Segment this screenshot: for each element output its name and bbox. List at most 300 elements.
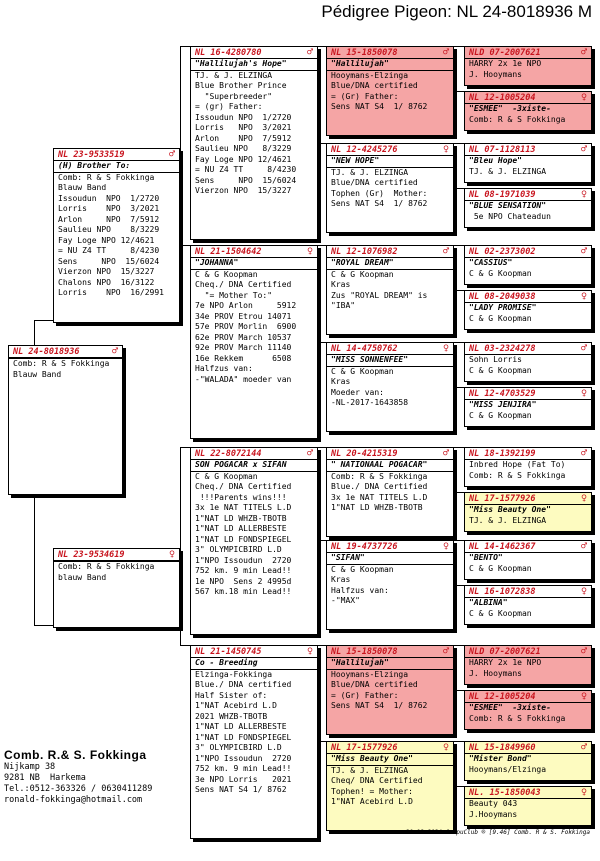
pigeon-card-fffm — [464, 91, 592, 131]
pigeon-detail-line: C & G Koopman — [191, 471, 317, 483]
pigeon-name: "NEW HOPE" — [327, 155, 453, 167]
tree-connector-line — [454, 91, 464, 92]
card-header — [465, 92, 591, 103]
pigeon-detail-line: -NL-2017-1643858 — [331, 398, 409, 407]
male-symbol-icon: ♂ — [580, 143, 587, 155]
pigeon-detail-line: 3" OLYMPICBIRD L.D — [195, 545, 282, 554]
pigeon-detail-line: 1"NAT LD WHZB-TBOTB — [195, 513, 287, 523]
card-header — [191, 47, 317, 58]
pigeon-detail-line: Fay Loge NPO 12/4621 — [195, 154, 292, 164]
tree-connector-line — [180, 46, 190, 47]
pigeon-detail-line: Sens NAT S4 1/ 8762 — [331, 199, 428, 208]
female-symbol-icon: ♀ — [580, 786, 587, 798]
ring-number: NL 12-4245276 — [331, 144, 398, 155]
pigeon-card-mfm — [326, 540, 454, 630]
ring-number: NL 18-1392199 — [469, 448, 536, 459]
tree-connector-line — [34, 320, 35, 345]
breeder-address2: 9281 NB Harkema — [4, 773, 86, 783]
card-header — [191, 646, 317, 657]
card-header — [465, 541, 591, 552]
tree-connector-line — [454, 290, 464, 291]
pigeon-detail-line: Blue/DNA certified — [331, 680, 418, 689]
pigeon-card-mf — [190, 447, 318, 635]
pigeon-detail-line: C & G Koopman — [469, 268, 532, 278]
male-symbol-icon: ♂ — [580, 245, 587, 257]
pigeon-detail-line: C & G Koopman — [469, 313, 532, 323]
card-header — [465, 343, 591, 354]
pigeon-name: "Miss Beauty One" — [465, 504, 591, 516]
ring-number: NL 14-1462367 — [469, 541, 536, 552]
pigeon-detail-line: Moeder van: — [331, 387, 384, 397]
pigeon-detail-line: Issoudun NPO 1/2720 — [195, 112, 292, 122]
pigeon-name: "Bleu Hope" — [465, 155, 591, 167]
pigeon-card-mff — [326, 447, 454, 537]
male-symbol-icon: ♂ — [580, 645, 587, 657]
pigeon-name: "ALBINA" — [465, 597, 591, 609]
pigeon-name: "MISS JENJIRA" — [465, 399, 591, 411]
pigeon-detail-line: C & G Koopman — [327, 366, 453, 378]
pigeon-detail-line: Elzinga-Fokkinga — [191, 669, 317, 681]
pigeon-name: "Miss Beauty One" — [327, 753, 453, 765]
pigeon-detail-line: C & G Koopman — [469, 563, 532, 573]
ring-number: NL 12-1076982 — [331, 246, 398, 257]
pigeon-detail-line: Lorris NPO 3/2021 — [58, 204, 160, 213]
ring-number: NLD 07-2007621 — [469, 646, 541, 657]
pigeon-card-mfmm — [464, 585, 592, 625]
ring-number: NL 08-1971039 — [469, 189, 536, 200]
pigeon-detail-line: Hooymans-Elzinga — [327, 70, 453, 82]
pigeon-detail-line: 567 km.18 min Lead!! — [195, 587, 292, 596]
pigeon-card-mm — [190, 645, 318, 839]
pigeon-card-ffmm — [464, 188, 592, 228]
pigeon-card-ff — [190, 46, 318, 240]
pigeon-detail-line: 3x 1e NAT TITELS L.D — [331, 492, 428, 502]
pigeon-detail-line: 1"NAT Acebird L.D — [195, 701, 277, 710]
pigeon-name: "Mister Bond" — [465, 753, 591, 765]
pigeon-detail-line: 1"NAT LD FONDSPIEGEL — [195, 534, 292, 544]
pigeon-card-ffm — [326, 143, 454, 233]
male-symbol-icon: ♂ — [580, 46, 587, 58]
tree-connector-line — [180, 245, 190, 246]
tree-connector-line — [454, 690, 464, 691]
pigeon-name: "CASSIUS" — [465, 257, 591, 269]
female-symbol-icon: ♀ — [580, 290, 587, 302]
pigeon-detail-line: TJ. & J. ELZINGA — [469, 166, 547, 176]
card-header — [327, 343, 453, 354]
tree-connector-line — [454, 645, 464, 646]
pigeon-detail-line: = NU Z4 TT 8/4230 — [58, 246, 160, 255]
pigeon-detail-line: Sohn Lorris — [469, 355, 522, 364]
pigeon-card-mfff — [464, 447, 592, 487]
male-symbol-icon: ♂ — [580, 540, 587, 552]
ring-number: NL 16-1072838 — [469, 586, 536, 597]
male-symbol-icon: ♂ — [306, 46, 313, 58]
pigeon-name: "BENTO" — [465, 552, 591, 564]
pigeon-detail-line: TJ. & J. ELZINGA — [469, 515, 547, 525]
pigeon-detail-line: 1"NAT Acebird L.D — [331, 797, 413, 806]
pigeon-detail-line: Halfzus van: — [331, 585, 389, 595]
pigeon-detail-line: Vierzon NPO 15/3227 — [195, 186, 292, 195]
pigeon-card-main — [8, 345, 123, 495]
pigeon-detail-line: Kras — [331, 575, 351, 584]
pigeon-card-fmfm — [464, 290, 592, 330]
pigeon-detail-line: Tophen! = Mother: — [331, 786, 413, 796]
male-symbol-icon: ♂ — [580, 342, 587, 354]
print-footer: 20-12-2024 CompuClub ® [9.46] Comb. R & S. Fokkinga — [405, 829, 590, 836]
card-header — [327, 742, 453, 753]
pigeon-detail-line: Zus "ROYAL DREAM" is — [331, 290, 428, 300]
tree-connector-line — [454, 46, 464, 47]
pigeon-card-ffmf — [464, 143, 592, 183]
tree-connector-line — [454, 143, 464, 144]
pigeon-name: (H) Brother To: — [54, 160, 179, 172]
pigeon-detail-line: Lorris NPO 3/2021 — [195, 123, 292, 132]
female-symbol-icon: ♀ — [580, 690, 587, 702]
card-header — [465, 189, 591, 200]
pigeon-detail-line: Fay Loge NPO 12/4621 — [58, 235, 155, 245]
pigeon-card-ffff — [464, 46, 592, 86]
tree-connector-line — [34, 320, 53, 321]
pigeon-card-fmmm — [464, 387, 592, 427]
ring-number: NL 02-2373002 — [469, 246, 536, 257]
pigeon-detail-line: Cheq./ DNA Certified — [195, 280, 292, 289]
pigeon-detail-line: Comb: R & S Fokkinga — [469, 114, 566, 124]
pigeon-detail-line: Halfzus van: — [195, 364, 253, 373]
card-header — [465, 787, 591, 798]
pigeon-detail-line: 1"NPO Issoudun 2720 — [195, 753, 292, 763]
pigeon-detail-line: = (Gr) Father: — [331, 690, 399, 700]
pigeon-detail-line: Vierzon NPO 15/3227 — [58, 267, 155, 276]
male-symbol-icon: ♂ — [442, 46, 449, 58]
pigeon-detail-line: 1"NAT LD ALLERBESTE — [195, 524, 287, 533]
card-header — [465, 646, 591, 657]
pigeon-detail-line: Blauw Band — [58, 183, 107, 192]
pigeon-card-mffm — [464, 492, 592, 532]
card-header — [465, 291, 591, 302]
tree-connector-line — [318, 46, 326, 47]
pigeon-detail-line: 2021 WHZB-TBOTB — [195, 711, 268, 721]
card-header — [465, 47, 591, 58]
female-symbol-icon: ♀ — [580, 585, 587, 597]
ring-number: NL 24-8018936 — [13, 346, 80, 357]
pigeon-name: "LADY PROMISE" — [465, 302, 591, 314]
female-symbol-icon: ♀ — [442, 540, 449, 552]
pigeon-name: " NATIONAAL POGACAR" — [327, 459, 453, 471]
pigeon-detail-line: C & G Koopman — [469, 410, 532, 420]
ring-number: NLD 07-2007621 — [469, 47, 541, 58]
female-symbol-icon: ♀ — [306, 645, 313, 657]
pigeon-card-mmfm — [464, 690, 592, 730]
pigeon-detail-line: 3e NPO Lorris 2021 — [195, 774, 292, 784]
pigeon-detail-line: 57e PROV Morlin 6900 — [195, 322, 297, 331]
pigeon-detail-line: "IBA" — [331, 301, 356, 310]
ring-number: NL 12-1005204 — [469, 691, 536, 702]
ring-number: NL 07-1128113 — [469, 144, 536, 155]
tree-connector-line — [454, 540, 464, 541]
card-header — [465, 388, 591, 399]
pigeon-detail-line: Kras — [331, 377, 351, 386]
pigeon-name: "Hallilujah" — [327, 657, 453, 669]
ring-number: NL 12-1005204 — [469, 92, 536, 103]
tree-connector-line — [318, 645, 326, 646]
pigeon-detail-line: Half Sister of: — [195, 690, 268, 700]
pigeon-detail-line: 1e NPO Sens 2 4995d — [195, 576, 292, 586]
tree-connector-line — [180, 447, 190, 448]
card-header — [191, 448, 317, 459]
breeder-phone: Tel.:0512-363326 / 0630411289 — [4, 784, 153, 794]
pigeon-detail-line: J.Hooymans — [469, 809, 518, 819]
ring-number: NL 17-1577926 — [469, 493, 536, 504]
pigeon-detail-line: 62e PROV March 10537 — [195, 332, 292, 342]
pigeon-detail-line: Saulieu NPO 8/3229 — [195, 144, 292, 153]
pigeon-name: "Hallilujah's Hope" — [191, 58, 317, 70]
pigeon-card-f — [53, 148, 180, 323]
tree-connector-line — [454, 342, 464, 343]
pigeon-detail-line: Tophen (Gr) Mother: — [331, 188, 428, 198]
pigeon-detail-line: Blue/DNA certified — [331, 81, 418, 90]
pigeon-name: "ROYAL DREAM" — [327, 257, 453, 269]
male-symbol-icon: ♂ — [442, 245, 449, 257]
pigeon-name: Co - Breeding — [191, 657, 317, 669]
card-header — [327, 246, 453, 257]
female-symbol-icon: ♀ — [580, 188, 587, 200]
pigeon-card-mmff — [464, 645, 592, 685]
ring-number: NL 17-1577926 — [331, 742, 398, 753]
pigeon-card-fmmf — [464, 342, 592, 382]
card-header — [465, 742, 591, 753]
pigeon-detail-line: C & G Koopman — [469, 608, 532, 618]
male-symbol-icon: ♂ — [580, 447, 587, 459]
ring-number: NL 08-2049038 — [469, 291, 536, 302]
pigeon-detail-line: Blue./ DNA certified — [195, 680, 292, 689]
pigeon-card-mmm — [326, 741, 454, 831]
card-header — [327, 646, 453, 657]
tree-connector-line — [454, 447, 464, 448]
pigeon-detail-line: Sens NPO 15/6024 — [195, 175, 297, 185]
pigeon-detail-line: C & G Koopman — [469, 365, 532, 375]
pigeon-detail-line: TJ. & J. ELZINGA — [327, 167, 453, 179]
male-symbol-icon: ♂ — [111, 345, 118, 357]
pigeon-detail-line: Comb: R & S Fokkinga — [469, 713, 566, 723]
pigeon-detail-line: 1"NAT LD ALLERBESTE — [195, 722, 287, 731]
female-symbol-icon: ♀ — [580, 91, 587, 103]
pigeon-name: "ESMEE" -3xiste- — [465, 702, 591, 714]
pigeon-detail-line: Cheq/ DNA Certified — [331, 776, 423, 785]
pigeon-detail-line: -"MAX" — [331, 596, 360, 605]
pigeon-detail-line: 92e PROV March 11140 — [195, 343, 292, 352]
pigeon-detail-line: Blue/DNA certified — [331, 178, 418, 187]
pigeon-card-fmff — [464, 245, 592, 285]
pigeon-detail-line: HARRY 2x 1e NPO — [469, 658, 542, 667]
pigeon-detail-line: 752 km. 9 min Lead!! — [195, 566, 292, 575]
pigeon-detail-line: J. Hooymans — [469, 668, 522, 678]
breeder-name: Comb. R.& S. Fokkinga — [4, 748, 147, 762]
pigeon-detail-line: Beauty 043 — [469, 799, 518, 808]
pigeon-detail-line: Lorris NPO 16/2991 — [58, 288, 164, 297]
ring-number: NL 15-1850078 — [331, 47, 398, 58]
pigeon-card-mmf — [326, 645, 454, 735]
ring-number: NL 21-1450745 — [195, 646, 262, 657]
pigeon-card-fff — [326, 46, 454, 136]
pigeon-detail-line: Kras — [331, 280, 351, 289]
ring-number: NL 22-8072144 — [195, 448, 262, 459]
card-header — [327, 541, 453, 552]
card-header — [465, 448, 591, 459]
pigeon-detail-line: Comb: R & S Fokkinga — [9, 358, 122, 370]
card-header — [54, 149, 179, 160]
tree-connector-line — [318, 741, 326, 742]
card-header — [327, 144, 453, 155]
pigeon-detail-line: Saulieu NPO 8/3229 — [58, 225, 160, 234]
pigeon-detail-line: Comb: R & S Fokkinga — [54, 561, 179, 573]
pigeon-detail-line: C & G Koopman — [327, 564, 453, 576]
tree-connector-line — [34, 495, 35, 625]
pigeon-card-fmf — [326, 245, 454, 335]
card-header — [9, 346, 122, 357]
pigeon-detail-line: Arlon NPO 7/5912 — [195, 133, 292, 143]
pigeon-detail-line: Sens NAT S4 1/ 8762 — [195, 785, 287, 794]
pigeon-detail-line: TJ. & J. ELZINGA — [327, 765, 453, 777]
pigeon-detail-line: 1"NAT LD WHZB-TBOTB — [331, 503, 423, 512]
ring-number: NL 19-4737726 — [331, 541, 398, 552]
pigeon-detail-line: -"WALADA" moeder van — [195, 374, 292, 384]
pigeon-name: "SIFAN" — [327, 552, 453, 564]
female-symbol-icon: ♀ — [306, 245, 313, 257]
male-symbol-icon: ♂ — [442, 447, 449, 459]
pigeon-name: "ESMEE" -3xiste- — [465, 103, 591, 115]
female-symbol-icon: ♀ — [442, 741, 449, 753]
ring-number: NL 23-9534619 — [58, 549, 125, 560]
card-header — [54, 549, 179, 560]
pigeon-detail-line: 7e NPO Arlon 5912 — [195, 301, 297, 310]
breeder-email[interactable]: ronald-fokkinga@hotmail.com — [4, 795, 143, 805]
pigeon-detail-line: J. Hooymans — [469, 69, 522, 79]
pigeon-detail-line: Chalons NPO 16/3122 — [58, 277, 155, 287]
pigeon-detail-line: Blue Brother Prince — [195, 81, 287, 90]
tree-connector-line — [454, 585, 464, 586]
ring-number: NL 12-4703529 — [469, 388, 536, 399]
pigeon-detail-line: 1"NAT LD FONDSPIEGEL — [195, 732, 292, 742]
pigeon-detail-line: blauw Band — [58, 572, 107, 582]
tree-connector-line — [454, 492, 464, 493]
tree-connector-line — [318, 540, 326, 541]
female-symbol-icon: ♀ — [442, 342, 449, 354]
female-symbol-icon: ♀ — [168, 548, 175, 560]
tree-connector-line — [454, 188, 464, 189]
card-header — [191, 246, 317, 257]
ring-number: NL 15-1849960 — [469, 742, 536, 753]
pigeon-name: SON POGACAR x SIFAN — [191, 459, 317, 471]
male-symbol-icon: ♂ — [442, 645, 449, 657]
ring-number: NL 14-4750762 — [331, 343, 398, 354]
pigeon-detail-line: "Superbreeder" — [195, 91, 273, 101]
ring-number: NL 20-4215319 — [331, 448, 398, 459]
pigeon-detail-line: Cheq./ DNA Certified — [195, 482, 292, 491]
pigeon-detail-line: Hooymans/Elzinga — [469, 764, 547, 774]
pigeon-card-fm — [190, 245, 318, 439]
tree-connector-line — [318, 342, 326, 343]
page-title: Pédigree Pigeon: NL 24-8018936 M — [321, 2, 592, 21]
pigeon-detail-line: Sens NPO 15/6024 — [58, 256, 160, 266]
tree-connector-line — [318, 245, 326, 246]
tree-connector-line — [180, 447, 181, 645]
pigeon-detail-line: Sens NAT S4 1/ 8762 — [331, 701, 428, 710]
pigeon-detail-line: 752 km. 9 min Lead!! — [195, 764, 292, 773]
pigeon-detail-line: TJ. & J. ELZINGA — [191, 70, 317, 82]
pigeon-name: "JOHANNA" — [191, 257, 317, 269]
ring-number: NL 15-1850078 — [331, 646, 398, 657]
male-symbol-icon: ♂ — [168, 148, 175, 160]
pigeon-card-fmm — [326, 342, 454, 432]
pigeon-detail-line: Blue./ DNA Certified — [331, 482, 428, 491]
ring-number: NL 16-4280780 — [195, 47, 262, 58]
pigeon-card-mmmm — [464, 786, 592, 826]
pigeon-card-mfmf — [464, 540, 592, 580]
tree-connector-line — [318, 447, 326, 448]
ring-number: NL 21-1504642 — [195, 246, 262, 257]
tree-connector-line — [318, 143, 326, 144]
pigeon-detail-line: 3" OLYMPICBIRD L.D — [195, 743, 282, 752]
pigeon-detail-line: 5e NPO Chateadun — [469, 211, 551, 221]
ring-number: NL 23-9533519 — [58, 149, 125, 160]
pigeon-card-mmmf — [464, 741, 592, 781]
pigeon-detail-line: "= Mother To:" — [195, 290, 273, 300]
pigeon-detail-line: 3x 1e NAT TITELS L.D — [195, 503, 292, 512]
breeder-address1: Nijkamp 38 — [4, 762, 56, 772]
tree-connector-line — [180, 645, 190, 646]
pigeon-detail-line: Comb: R & S Fokkinga — [469, 470, 566, 480]
pigeon-detail-line: Blauw Band — [13, 369, 62, 379]
pigeon-detail-line: 1"NPO Issoudun 2720 — [195, 555, 292, 565]
pigeon-detail-line: !!!Parents wins!!! — [195, 492, 287, 502]
pigeon-detail-line: Comb: R & S Fokkinga — [327, 471, 453, 483]
female-symbol-icon: ♀ — [580, 492, 587, 504]
male-symbol-icon: ♂ — [306, 447, 313, 459]
pigeon-card-m — [53, 548, 180, 628]
tree-connector-line — [454, 387, 464, 388]
card-header — [327, 448, 453, 459]
ring-number: NL. 15-1850043 — [469, 787, 541, 798]
breeder-info — [4, 748, 152, 806]
pigeon-detail-line: Arlon NPO 7/5912 — [58, 214, 160, 224]
card-header — [465, 144, 591, 155]
card-header — [327, 47, 453, 58]
card-header — [465, 246, 591, 257]
pigeon-detail-line: 16e Rekkem 6508 — [195, 353, 292, 363]
pigeon-detail-line: = NU Z4 TT 8/4230 — [195, 165, 297, 174]
pigeon-detail-line: = (Gr) Father: — [331, 91, 399, 101]
card-header — [465, 493, 591, 504]
pigeon-name: "BLUE SENSATION" — [465, 200, 591, 212]
tree-connector-line — [180, 46, 181, 245]
card-header — [465, 586, 591, 597]
pigeon-detail-line: Sens NAT S4 1/ 8762 — [331, 102, 428, 111]
female-symbol-icon: ♀ — [442, 143, 449, 155]
pigeon-detail-line: HARRY 2x 1e NPO — [469, 59, 542, 68]
male-symbol-icon: ♂ — [580, 741, 587, 753]
pigeon-detail-line: Hooymans-Elzinga — [327, 669, 453, 681]
pigeon-detail-line: Comb: R & S Fokkinga — [54, 172, 179, 184]
pigeon-detail-line: 34e PROV Etrou 14071 — [195, 311, 292, 321]
tree-connector-line — [454, 786, 464, 787]
pigeon-name: "Hallilujah" — [327, 58, 453, 70]
tree-connector-line — [454, 741, 464, 742]
pigeon-name: "MISS SONNENFEE" — [327, 354, 453, 366]
female-symbol-icon: ♀ — [580, 387, 587, 399]
ring-number: NL 03-2324278 — [469, 343, 536, 354]
pigeon-detail-line: Issoudun NPO 1/2720 — [58, 193, 160, 203]
tree-connector-line — [454, 245, 464, 246]
